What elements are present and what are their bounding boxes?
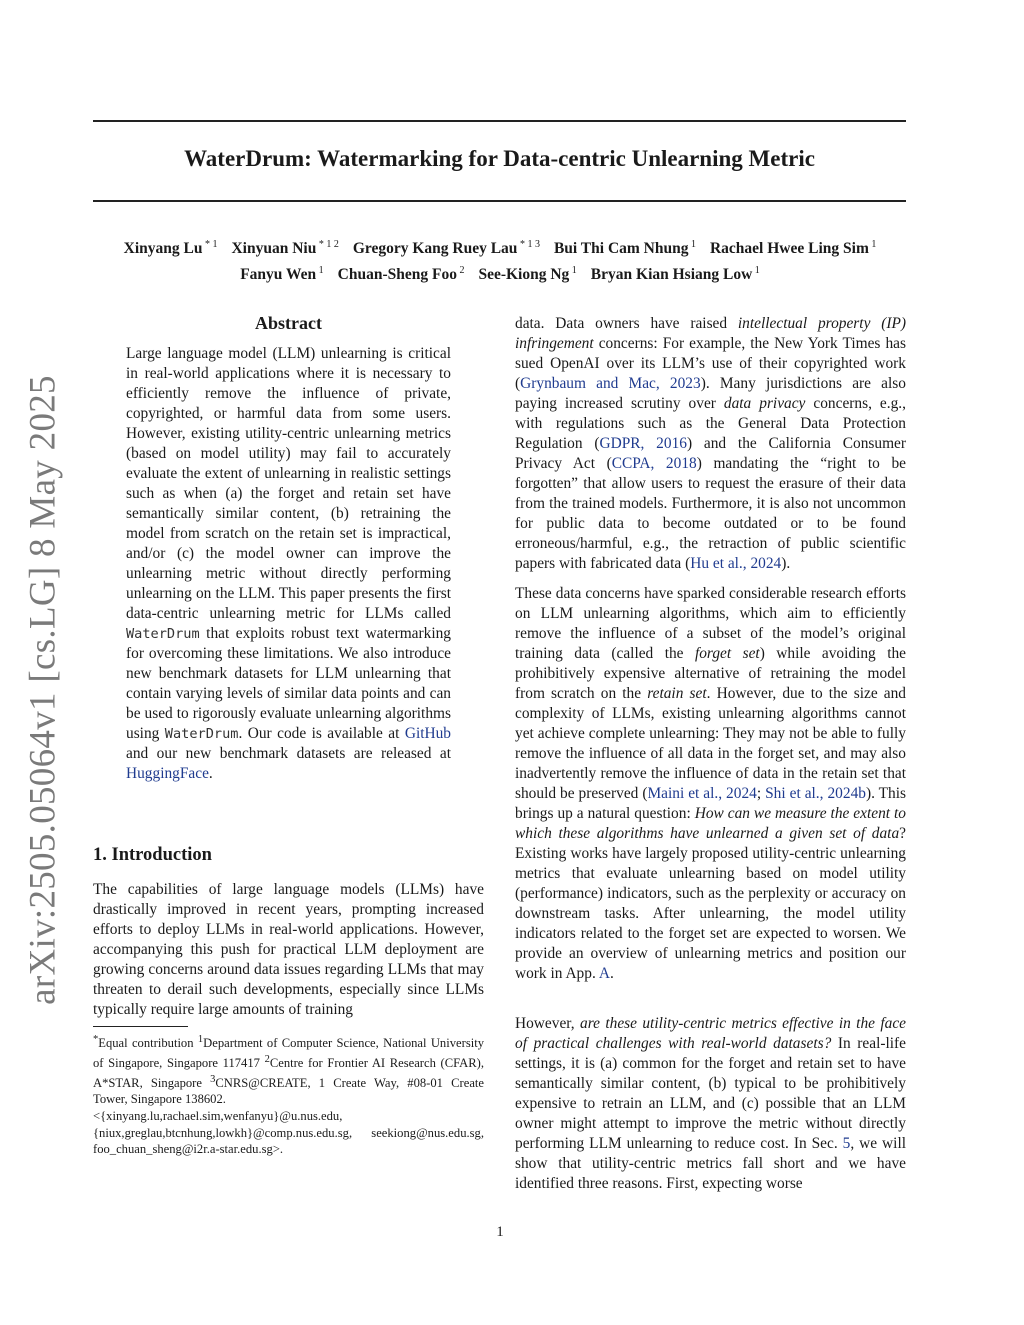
affiliation-footnote: *Equal contribution $^1$Department of Computer Science, National University of Singapore, Singapore 117417 $^2$Centre for Frontier AI Research (CFAR), A*STAR, Singapore $^3$CNRS@CREATE, 1 Create Way, #08-01 Create Tower, Singapore 138602. <{xinyang.lu,rachael.sim,wenfanyu}@u.nus.edu, {niux,greglau,btcnhung,lowkh}@comp.nus.edu.sg, seekiong@nus.edu.sg, foo_chuan_sheng@i2r.a-star.edu.sg>. [93, 1034, 485, 1157]
author-emails: <{xinyang.lu,rachael.sim,wenfanyu}@u.nus.edu, {niux,greglau,btcnhung,lowkh}@comp.nus.edu.sg, seekiong@nus.edu.sg, foo_chuan_sheng@i2r.a-star.edu.sg>. [93, 1108, 484, 1157]
title-bottom-rule [93, 200, 906, 202]
author-name: Gregory Kang Ruey Lau [352, 240, 518, 258]
author-list [80, 234, 920, 286]
author-affiliation-mark: * 1 3 [517, 239, 540, 250]
introduction-text: The capabilities of large language models (LLMs) have drastically improved in recent years, prompting increased efforts to deploy LLMs in real-world applications. However, accompanying this push for practical LLM deployment are growing concerns around data issues regarding LLMs that may threaten to derail such developments, especially since LLMs typically require large amounts of training [93, 881, 484, 1018]
author [231, 240, 338, 257]
arxiv-sidebar [13, 375, 73, 1005]
author-line-2 [80, 260, 920, 286]
github-link[interactable]: GitHub [404, 725, 452, 742]
abstract-body: Large language model (LLM) unlearning is critical in real-world applications where it is necessary to efficiently remove the influence of private, copyrighted, or harmful data from some users. However, existing utility-centric unlearning metrics (based on model utility) may fail to accurately evaluate the extent of unlearning in realistic settings such as when (a) the forget and retain set have semantically similar content, (b) retraining the model from scratch on the retain set is impractical, and/or (c) the model owner can improve the unlearning metric without directly performing unlearning on the LLM. This paper presents the first data-centric unlearning metric for LLMs called WaterDrum that exploits robust text watermarking for overcoming these limitations. We also introduce new benchmark datasets for LLM unlearning that contain varying levels of similar data points and can be used to rigorously evaluate unlearning algorithms using WaterDrum. Our code is available at GitHub and our new benchmark datasets are released at HuggingFace. [126, 345, 452, 782]
author-affiliation-mark: 2 [456, 265, 465, 277]
right-paragraph-1: data. Data owners have raised intellectual property (IP) infringement concerns: For example, the New York Times has sued OpenAI over its LLM’s use of their copyrighted work (Grynbaum and Mac, 2023). Many jurisdictions are also paying increased scrutiny over data privacy concerns, e.g., with regulations such as the General Data Protection Regulation (GDPR, 2016) and the California Consumer Privacy Act (CCPA, 2018) mandating the “right to be forgotten” that allow users to request the erasure of their data from the trained models. Furthermore, it is also not uncommon for public data to become outdated or to be found erroneous/harmful, e.g., the retraction of public scientific papers with fabricated data (Hu et al., 2024). [515, 315, 906, 572]
method-name: WaterDrum [164, 726, 239, 742]
author [240, 266, 323, 283]
author-affiliation-mark: * 1 2 [316, 239, 339, 250]
author [554, 240, 696, 257]
author-affiliation-mark: * 1 [202, 239, 218, 250]
author-name: Bui Thi Cam Nhung [553, 240, 689, 258]
author [710, 240, 876, 257]
author-name: Xinyuan Niu [231, 240, 317, 258]
author-name: Chuan-Sheng Foo [337, 266, 457, 284]
paper-title: WaterDrum: Watermarking for Data-centric Unlearning Metric [184, 146, 815, 171]
top-rule [93, 120, 906, 122]
method-name: WaterDrum [126, 626, 200, 642]
author-name: Fanyu Wen [240, 266, 317, 284]
section-heading-introduction: 1. Introduction [93, 845, 212, 865]
author [124, 240, 218, 257]
author-affiliation-mark: 1 [688, 239, 696, 250]
huggingface-link[interactable]: HuggingFace [126, 765, 209, 782]
author-affiliation-mark: 1 [868, 239, 877, 250]
right-paragraph-3: However, are these utility-centric metrics effective in the face of practical challenges with real-world datasets? In real-life settings, it is (a) common for the forget and retain set to have semantically similar content, (b) typical to be prohibitively expensive to retrain an LLM, and (c) possible that an LLM owner might attempt to improve the metric without directly performing LLM unlearning to reduce cost. In Sec. 5, we will show that utility-centric metrics fall short and we have identified three reasons. First, expecting worse [515, 1015, 906, 1192]
page-number: 1 [496, 1224, 504, 1240]
author-affiliation-mark: 1 [752, 265, 760, 277]
right-paragraph-2: These data concerns have sparked considerable research efforts on LLM unlearning algorithms, which aim to efficiently remove the influence of a subset of the model’s original training data (called the forget set) while avoiding the prohibitively expensive alternative of retraining the model from scratch on the retain set. However, due to the size and complexity of LLMs, existing unlearning algorithms cannot yet achieve complete unlearning: They may not be able to fully remove the influence of all data in the forget set, and may also inadvertently remove the influence of data in the retain set that should be preserved (Maini et al., 2024; Shi et al., 2024b). This brings up a natural question: How can we measure the extent to which these algorithms have unlearned a given set of data? Existing works have largely proposed utility-centric unlearning metrics that evaluate unlearning based on model utility (performance) indicators, such as the perplexity or accuracy on downstream tasks. After unlearning, the model utility indicators related to the forget set are expected to worsen. We provide an overview of unlearning metrics and position our work in App. A. [515, 585, 907, 982]
author [353, 240, 540, 257]
footnote-rule [93, 1026, 188, 1027]
citation-link[interactable]: Hu et al., 2024 [690, 555, 782, 572]
citation-link[interactable]: CCPA, 2018 [611, 455, 697, 472]
author-name: Xinyang Lu [123, 240, 203, 258]
author [338, 266, 465, 283]
author-line-1 [80, 234, 920, 260]
author [591, 266, 760, 283]
citation-link[interactable]: Grynbaum and Mac, 2023 [520, 375, 701, 392]
author-name: See-Kiong Ng [478, 266, 570, 284]
arxiv-identifier: arXiv:2505.05064v1 [cs.LG] 8 May 2025 [22, 375, 64, 1005]
citation-link[interactable]: Maini et al., 2024 [647, 785, 757, 802]
author-name: Bryan Kian Hsiang Low [590, 266, 753, 284]
abstract-heading: Abstract [255, 313, 322, 333]
citation-link[interactable]: Shi et al., 2024b [765, 785, 866, 802]
author-name: Rachael Hwee Ling Sim [709, 240, 869, 258]
citation-link[interactable]: GDPR, 2016 [599, 435, 687, 452]
author-affiliation-mark: 1 [316, 265, 324, 277]
section-link[interactable]: 5 [842, 1135, 851, 1152]
appendix-link[interactable]: A [598, 965, 610, 982]
author-affiliation-mark: 1 [569, 265, 577, 277]
author [478, 266, 576, 283]
